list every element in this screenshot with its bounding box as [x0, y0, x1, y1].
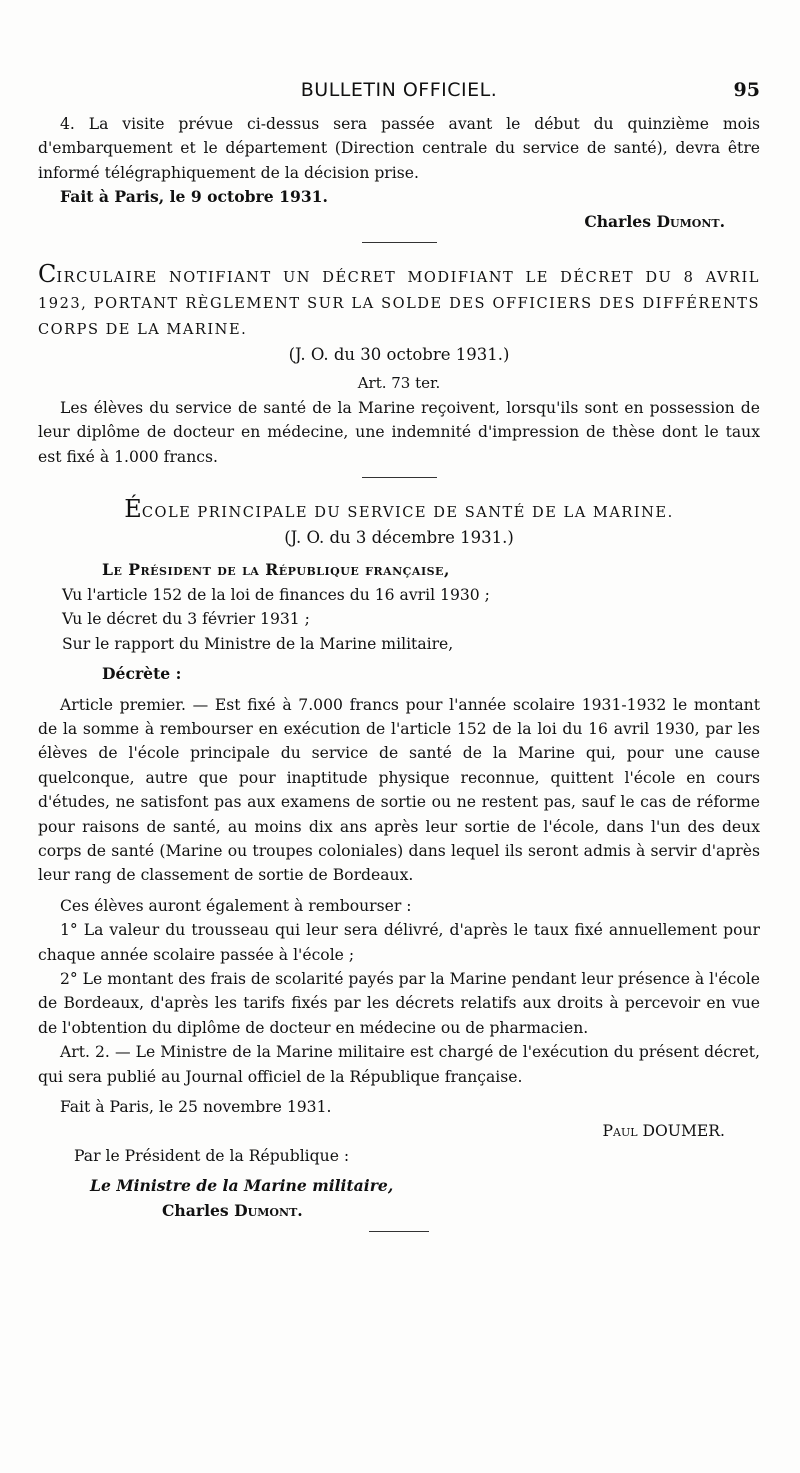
circulaire-heading	[38, 261, 760, 343]
journal-officiel-ref-2: (J. O. du 3 décembre 1931.)	[284, 528, 514, 548]
signature-first-name: Charles	[584, 211, 652, 231]
minister-signature	[162, 1199, 760, 1223]
ces-eleves: Ces élèves auront également à rembourser :	[60, 896, 412, 915]
fait-a-paris-2: Fait à Paris, le 25 novembre 1931.	[60, 1098, 332, 1116]
item-2: 2° Le montant des frais de scolarité payés par la Marine pendant leur présence à l'école de Bordeaux, d'après les tarifs fixés par les décrets relatifs aux droits à percevoir en vue de l'obtention du diplôme de docteur en médecine ou de pharmacien.	[38, 969, 760, 1037]
separator-rule-2	[362, 477, 437, 478]
minister-last-name: Dumont.	[234, 1200, 303, 1220]
page-number: 95	[733, 79, 760, 101]
vu-article: Vu l'article 152 de la loi de finances du 16 avril 1930 ;	[62, 585, 490, 604]
page-content	[38, 78, 760, 1250]
running-title: BULLETIN OFFICIEL.	[300, 79, 498, 101]
signature-last-name: DOUMER.	[642, 1122, 725, 1141]
decrete: Décrète :	[102, 664, 182, 684]
circulaire-body: Les élèves du service de santé de la Marine reçoivent, lorsqu'ils sont en possession de leur diplôme de docteur en médecine, une indemnité d'impression de thèse dont le taux est fixé à 1.000 francs.	[38, 398, 760, 466]
article-premier: Article premier. — Est fixé à 7.000 francs pour l'année scolaire 1931-1932 le montant de la somme à rembourser en exécution de l'article 152 de la loi du 16 avril 1930, par les élèves de l'école principale du service de santé de la Marine qui, pour une cause quelconque, autre que pour inaptitude physique reconnue, quittent l'école en cours d'études, ne satisfont pas aux examens de sortie ou ne restent pas, sauf le cas de réforme pour raisons de santé, au moins dix ans après leur sortie de l'école, dans l'un des deux corps de santé (Marine ou troupes coloniales) dans lequel ils seront admis à servir d'après leur rang de classement de sortie de Bordeaux.	[38, 695, 760, 885]
minister-title: Le Ministre de la Marine militaire,	[90, 1176, 394, 1196]
heading-initial: C	[38, 260, 57, 289]
signature-first-name: Paul	[602, 1122, 638, 1141]
article-2: Art. 2. — Le Ministre de la Marine militaire est chargé de l'exécution du présent décret, qui sera publié au Journal officiel de la République française.	[38, 1043, 760, 1086]
minister-first-name: Charles	[162, 1200, 229, 1220]
paragraph-4: 4. La visite prévue ci-dessus sera passée avant le début du quinzième mois d'embarquement et le département (Direction centrale du service de santé), devra être informé télégraphiquement de la décision prise.	[38, 115, 760, 182]
fait-a-paris-1: Fait à Paris, le 9 octobre 1931.	[60, 187, 328, 207]
heading-text: COLE PRINCIPALE DU SERVICE DE SANTÉ DE LA MARINE.	[141, 504, 674, 522]
president-line: Le Président de la République française,	[102, 560, 450, 580]
par-le-president: Par le Président de la République :	[74, 1146, 350, 1165]
separator-rule-1	[362, 242, 437, 243]
signature-last-name: Dumont.	[656, 211, 725, 231]
heading-text: IRCULAIRE NOTIFIANT UN DÉCRET MODIFIANT LE DÉCRET DU 8 AVRIL 1923, PORTANT RÈGLEMENT SUR LA SOLDE DES OFFICIERS DES DIFFÉRENTS CORPS DE LA MARINE.	[38, 269, 760, 339]
heading-initial: É	[124, 495, 142, 524]
journal-officiel-ref-1: (J. O. du 30 octobre 1931.)	[288, 345, 510, 365]
article-73-ter: Art. 73 ter.	[357, 374, 441, 393]
signature-doumer	[38, 1119, 760, 1143]
page-header	[38, 78, 760, 112]
sur-le-rapport: Sur le rapport du Ministre de la Marine militaire,	[62, 634, 454, 653]
ecole-heading	[38, 496, 760, 526]
vu-decret: Vu le décret du 3 février 1931 ;	[62, 610, 310, 629]
signature-dumont-1	[38, 210, 760, 234]
separator-rule-3	[369, 1231, 429, 1232]
item-1: 1° La valeur du trousseau qui leur sera délivré, d'après le taux fixé annuellement pour chaque année scolaire passée à l'école ;	[38, 921, 760, 964]
